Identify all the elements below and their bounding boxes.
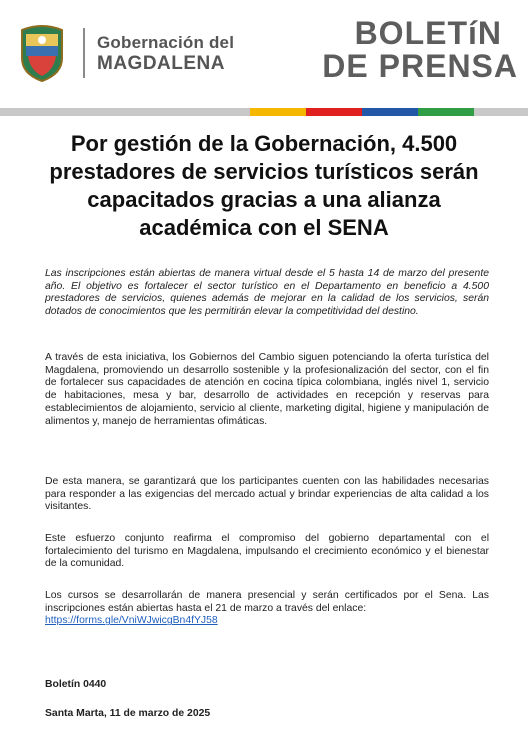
registration-text: Los cursos se desarrollarán de manera presencial y serán certificados por el Sena. Las inscripciones están abiertas hasta el 21 de marzo a través del enlace: (45, 590, 489, 614)
bulletin-number: Boletín 0440 (45, 679, 107, 690)
stripe-segment-gray-end (474, 108, 528, 116)
stripe-segment-green (418, 108, 474, 116)
stripe-segment-blue (362, 108, 418, 116)
coat-of-arms-icon (18, 24, 66, 82)
lead-paragraph: Las inscripciones están abiertas de manera virtual desde el 5 hasta 14 de marzo del presente año. El objetivo es fortalecer el sector turístico en el Departamento en beneficio a 4.500 prestadores de servicios, quienes además de mejorar en la calidad de los servicios, serán dotados de conocimientos que les permitirán elevar la competitividad del destino. (45, 268, 489, 318)
stripe-segment-red (306, 108, 362, 116)
color-stripe (0, 108, 528, 116)
page-header (0, 0, 528, 108)
header-divider (83, 28, 85, 78)
stripe-segment-gray (0, 108, 250, 116)
body-paragraph-3: Este esfuerzo conjunto reafirma el compromiso del gobierno departamental con el fortalecimiento del turismo en Magdalena, impulsando el crecimiento económico y el bienestar de la comunidad. (45, 533, 489, 570)
stripe-segment-yellow (250, 108, 306, 116)
bulletin-label-line2: DE PRENSA (322, 48, 518, 84)
registration-link[interactable]: https://forms.gle/VniWJwicgBn4fYJ58 (45, 615, 218, 627)
body-paragraph-4 (45, 590, 489, 628)
org-name-line2: MAGDALENA (97, 53, 225, 74)
body-paragraph-2: De esta manera, se garantizará que los participantes cuenten con las habilidades necesarias para responder a las exigencias del mercado actual y brindar experiencias de alta calidad a los visitantes. (45, 476, 489, 513)
headline: Por gestión de la Gobernación, 4.500 prestadores de servicios turísticos serán capacitados gracias a una alianza académica con el SENA (49, 131, 479, 240)
body-paragraph-1: A través de esta iniciativa, los Gobiernos del Cambio siguen potenciando la oferta turística del Magdalena, promoviendo un desarrollo sostenible y la profesionalización del sector, con el fin de fortalecer sus capacidades de atención en cocina típica colombiana, inglés nivel 1, servicio de habitaciones, mesa y bar, desarrollo de actividades en recepción y reservas para establecimientos de alojamiento, servicio al cliente, marketing digital, higiene y manipulación de alimentos y, manejo de herramientas ofimáticas. (45, 352, 489, 427)
place-date: Santa Marta, 11 de marzo de 2025 (45, 708, 211, 719)
bulletin-label-line1: BOLETíN (354, 15, 502, 51)
org-name-line1: Gobernación del (97, 33, 235, 52)
